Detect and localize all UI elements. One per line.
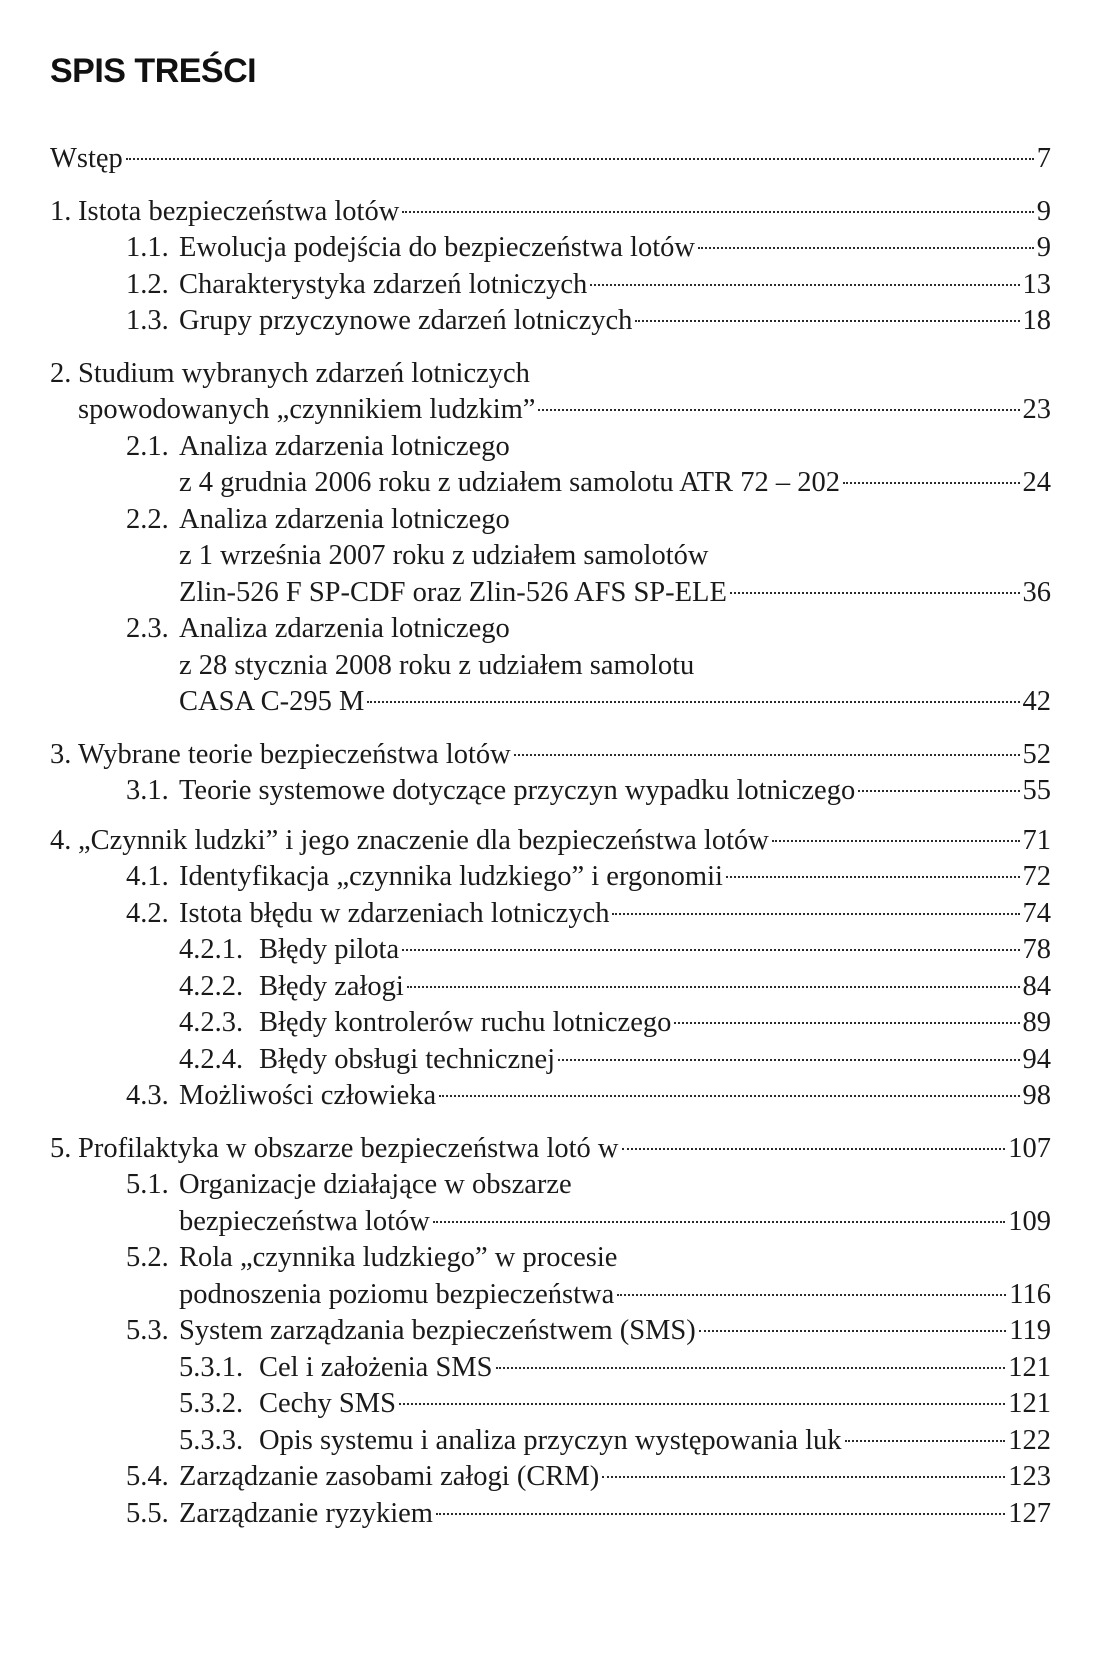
toc-entry (0, 858, 1118, 896)
toc-entry (0, 968, 1118, 1006)
toc-entry (0, 574, 1118, 612)
toc-entry (0, 647, 1118, 685)
toc-entry-title: Wstęp (50, 143, 123, 174)
toc-entry-number: 1.2. (126, 269, 169, 300)
toc-entry-page: 52 (1022, 739, 1051, 770)
toc-entry-number: 4.3. (126, 1080, 169, 1111)
dot-leader (617, 1294, 1006, 1296)
toc-entry-title: Analiza zdarzenia lotniczego (179, 431, 510, 462)
toc-entry-number: 5.3.3. (179, 1425, 244, 1456)
dot-leader (845, 1440, 1006, 1442)
toc-entry-number: 2.1. (126, 431, 169, 462)
toc-entry (0, 391, 1118, 429)
toc-entry-title: z 4 grudnia 2006 roku z udziałem samolotu ATR 72 – 202 (179, 467, 840, 498)
toc-entry-page: 94 (1022, 1044, 1051, 1075)
dot-leader (407, 986, 1020, 988)
toc-entry-page: 24 (1022, 467, 1051, 498)
toc-entry (0, 1422, 1118, 1460)
toc-entry-number: 5.2. (126, 1242, 169, 1273)
dot-leader (399, 1403, 1005, 1405)
dot-leader (402, 949, 1019, 951)
toc-entry-page: 119 (1009, 1315, 1051, 1346)
toc-entry (0, 1385, 1118, 1423)
toc-entry-number: 5.3.2. (179, 1388, 244, 1419)
dot-leader (402, 211, 1033, 213)
toc-entry-title: Cechy SMS (259, 1388, 396, 1419)
toc-entry-page: 121 (1008, 1352, 1051, 1383)
toc-entry-title: Grupy przyczynowe zdarzeń lotniczych (179, 305, 633, 336)
toc-entry-page: 122 (1008, 1425, 1051, 1456)
toc-entry-page: 55 (1022, 775, 1051, 806)
toc-entry-title: bezpieczeństwa lotów (179, 1206, 430, 1237)
dot-leader (590, 284, 1019, 286)
dot-leader (126, 158, 1034, 160)
toc-entry-title: System zarządzania bezpieczeństwem (SMS) (179, 1315, 696, 1346)
toc-entry (0, 1203, 1118, 1241)
toc-entry (0, 1312, 1118, 1350)
toc-entry (0, 1077, 1118, 1115)
toc-entry-title: Błędy kontrolerów ruchu lotniczego (259, 1007, 672, 1038)
toc-entry (0, 1239, 1118, 1277)
toc-entry-number: 5. (50, 1133, 72, 1164)
dot-leader (772, 840, 1020, 842)
toc-entry-title: Analiza zdarzenia lotniczego (179, 504, 510, 535)
toc-entry (0, 229, 1118, 267)
toc-entry-title: Błędy pilota (259, 934, 400, 965)
toc-entry-title: spowodowanych „czynnikiem ludzkim” (78, 394, 536, 425)
toc-entry-title: Możliwości człowieka (179, 1080, 437, 1111)
toc-entry (0, 537, 1118, 575)
toc-entry-title: Analiza zdarzenia lotniczego (179, 613, 510, 644)
toc-entry-title: Zarządzanie ryzykiem (179, 1498, 433, 1529)
toc-entry-page: 123 (1008, 1461, 1051, 1492)
toc-entry (0, 895, 1118, 933)
dot-leader (367, 701, 1019, 703)
toc-entry-page: 9 (1036, 232, 1051, 263)
dot-leader (699, 1330, 1007, 1332)
toc-entry-page: 36 (1022, 577, 1051, 608)
toc-entry-title: podnoszenia poziomu bezpieczeństwa (179, 1279, 615, 1310)
toc-entry-title: Istota błędu w zdarzeniach lotniczych (179, 898, 610, 929)
dot-leader (858, 790, 1019, 792)
dot-leader (436, 1513, 1005, 1515)
toc-entry-page: 78 (1022, 934, 1051, 965)
toc-entry-title: Zarządzanie zasobami załogi (CRM) (179, 1461, 600, 1492)
toc-entry-number: 5.3.1. (179, 1352, 244, 1383)
toc-entry-number: 4.2.4. (179, 1044, 244, 1075)
dot-leader (612, 913, 1019, 915)
toc-entry-number: 1.3. (126, 305, 169, 336)
toc-entry-title: z 1 września 2007 roku z udziałem samolotów (179, 540, 709, 571)
toc-entry-number: 4.2.2. (179, 971, 244, 1002)
toc-entry (0, 193, 1118, 231)
toc-entry-number: 2.2. (126, 504, 169, 535)
toc-entry-title: Ewolucja podejścia do bezpieczeństwa lotów (179, 232, 695, 263)
toc-entry-title: Rola „czynnika ludzkiego” w procesie (179, 1242, 618, 1273)
toc-entry-number: 1.1. (126, 232, 169, 263)
toc-entry-page: 13 (1022, 269, 1051, 300)
toc-entry (0, 1166, 1118, 1204)
toc-entry-title: Charakterystyka zdarzeń lotniczych (179, 269, 588, 300)
toc-entry (0, 610, 1118, 648)
toc-entry-title: z 28 stycznia 2008 roku z udziałem samolotu (179, 650, 695, 681)
toc-entry-page: 71 (1022, 825, 1051, 856)
toc-entry (0, 302, 1118, 340)
dot-leader (514, 754, 1020, 756)
toc-entry (0, 1458, 1118, 1496)
dot-leader (433, 1221, 1005, 1223)
toc-entry (0, 355, 1118, 393)
toc-entry-title: Cel i założenia SMS (259, 1352, 493, 1383)
toc-entry-title: Błędy obsługi technicznej (259, 1044, 556, 1075)
toc-entry (0, 1041, 1118, 1079)
toc-entry (0, 822, 1118, 860)
toc-entry-title: Istota bezpieczeństwa lotów (78, 196, 400, 227)
toc-entry-page: 127 (1008, 1498, 1051, 1529)
toc-entry (0, 772, 1118, 810)
toc-entry-page: 42 (1022, 686, 1051, 717)
toc-entry-number: 4.1. (126, 861, 169, 892)
toc-entry-page: 23 (1022, 394, 1051, 425)
toc-entry-page: 18 (1022, 305, 1051, 336)
dot-leader (698, 247, 1034, 249)
toc-entry-title: Identyfikacja „czynnika ludzkiego” i ergonomii (179, 861, 723, 892)
toc-entry (0, 428, 1118, 466)
toc-entry-title: Organizacje działające w obszarze (179, 1169, 572, 1200)
toc-entry (0, 931, 1118, 969)
toc-entry-page: 121 (1008, 1388, 1051, 1419)
toc-entry-title: CASA C-295 M (179, 686, 365, 717)
toc-entry-number: 5.1. (126, 1169, 169, 1200)
toc-entry (0, 736, 1118, 774)
toc-entry-page: 98 (1022, 1080, 1051, 1111)
toc-entry (0, 1004, 1118, 1042)
toc-entry (0, 266, 1118, 304)
toc-entry-title: Błędy załogi (259, 971, 404, 1002)
dot-leader (726, 876, 1020, 878)
toc-entry-page: 116 (1009, 1279, 1051, 1310)
dot-leader (635, 320, 1019, 322)
toc-entry (0, 683, 1118, 721)
toc-entry-number: 2.3. (126, 613, 169, 644)
toc-entry-number: 4. (50, 825, 72, 856)
toc-entry-page: 84 (1022, 971, 1051, 1002)
toc-entry-number: 5.3. (126, 1315, 169, 1346)
toc-entry-page: 74 (1022, 898, 1051, 929)
toc-entry-number: 4.2. (126, 898, 169, 929)
dot-leader (730, 592, 1020, 594)
toc-entry-title: „Czynnik ludzki” i jego znaczenie dla bezpieczeństwa lotów (78, 825, 769, 856)
dot-leader (558, 1059, 1019, 1061)
toc-entry (0, 464, 1118, 502)
toc-entry-number: 4.2.1. (179, 934, 244, 965)
toc-entry-title: Teorie systemowe dotyczące przyczyn wypadku lotniczego (179, 775, 856, 806)
toc-entry-page: 89 (1022, 1007, 1051, 1038)
toc-entry-number: 1. (50, 196, 72, 227)
toc-entry-title: Profilaktyka w obszarze bezpieczeństwa lotó w (78, 1133, 619, 1164)
toc-entry-page: 107 (1008, 1133, 1051, 1164)
toc-entry-number: 3.1. (126, 775, 169, 806)
dot-leader (496, 1367, 1006, 1369)
dot-leader (674, 1022, 1019, 1024)
toc-entry-page: 9 (1036, 196, 1051, 227)
page-title: SPIS TREŚCI (50, 52, 257, 90)
dot-leader (843, 482, 1020, 484)
toc-entry-page: 7 (1036, 143, 1051, 174)
toc-entry-title: Studium wybranych zdarzeń lotniczych (78, 358, 530, 389)
toc-entry (0, 1276, 1118, 1314)
toc-entry-number: 3. (50, 739, 72, 770)
toc-entry-title: Wybrane teorie bezpieczeństwa lotów (78, 739, 511, 770)
toc-entry-number: 5.4. (126, 1461, 169, 1492)
toc-entry-page: 109 (1008, 1206, 1051, 1237)
toc-entry-number: 5.5. (126, 1498, 169, 1529)
toc-entry (0, 140, 1118, 178)
dot-leader (602, 1476, 1005, 1478)
toc-entry-page: 72 (1022, 861, 1051, 892)
toc-entry-number: 2. (50, 358, 72, 389)
toc-entry (0, 1495, 1118, 1533)
toc-entry-title: Zlin-526 F SP-CDF oraz Zlin-526 AFS SP-ELE (179, 577, 727, 608)
toc-entry (0, 1130, 1118, 1168)
toc-entry (0, 501, 1118, 539)
toc-entry-title: Opis systemu i analiza przyczyn występowania luk (259, 1425, 842, 1456)
toc-entry (0, 1349, 1118, 1387)
dot-leader (439, 1095, 1019, 1097)
dot-leader (622, 1148, 1006, 1150)
dot-leader (538, 409, 1019, 411)
toc-entry-number: 4.2.3. (179, 1007, 244, 1038)
